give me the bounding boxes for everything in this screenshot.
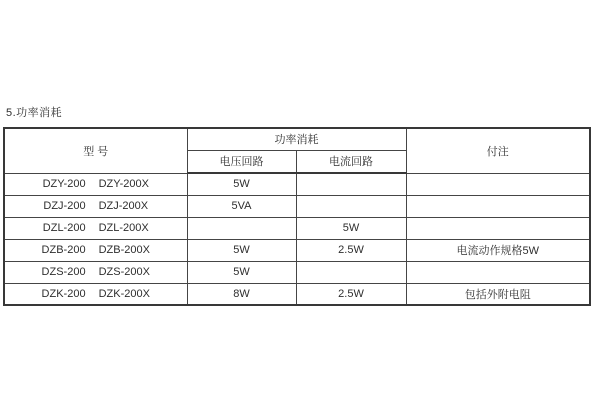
model-name: DZJ-200 xyxy=(43,200,86,212)
model-name-x: DZB-200X xyxy=(98,244,150,256)
note-cell: 包括外附电阻 xyxy=(406,283,590,305)
table-row-dzl xyxy=(4,217,590,239)
header-model: 型 号 xyxy=(4,128,187,173)
note-cell xyxy=(406,195,590,217)
table-row-dzy xyxy=(4,173,590,195)
model-name-x: DZK-200X xyxy=(98,287,150,300)
table-header-row-1 xyxy=(4,128,590,150)
voltage-cell: 5W xyxy=(187,261,296,283)
note-cell: 电流动作规格5W xyxy=(406,239,590,261)
model-cell xyxy=(4,173,187,195)
model-name-x: DZS-200X xyxy=(98,266,150,278)
voltage-cell xyxy=(187,217,296,239)
current-cell xyxy=(296,195,406,217)
model-name: DZL-200 xyxy=(42,222,86,234)
model-cell xyxy=(4,217,187,239)
model-name: DZB-200 xyxy=(41,244,86,256)
model-name: DZY-200 xyxy=(42,178,86,190)
model-cell xyxy=(4,239,187,261)
note-cell xyxy=(406,173,590,195)
model-name-x: DZL-200X xyxy=(98,222,149,234)
header-power-group: 功率消耗 xyxy=(187,128,406,150)
model-name-x: DZY-200X xyxy=(98,178,149,190)
model-cell xyxy=(4,195,187,217)
table-row-dzj xyxy=(4,195,590,217)
model-name-x: DZJ-200X xyxy=(98,200,149,212)
header-notes: 付注 xyxy=(406,128,590,173)
voltage-cell: 5W xyxy=(187,239,296,261)
current-cell: 5W xyxy=(296,217,406,239)
note-cell xyxy=(406,217,590,239)
model-cell xyxy=(4,261,187,283)
note-cell xyxy=(406,261,590,283)
voltage-cell: 8W xyxy=(187,283,296,305)
model-name: DZS-200 xyxy=(41,266,86,278)
power-consumption-table xyxy=(3,127,591,306)
current-cell: 2.5W xyxy=(296,239,406,261)
header-current-circuit: 电流回路 xyxy=(296,150,406,173)
header-voltage-circuit: 电压回路 xyxy=(187,150,296,173)
model-cell xyxy=(4,283,187,305)
voltage-cell: 5W xyxy=(187,173,296,195)
current-cell: 2.5W xyxy=(296,283,406,305)
table-row-dzs xyxy=(4,261,590,283)
current-cell xyxy=(296,173,406,195)
current-cell xyxy=(296,261,406,283)
model-name: DZK-200 xyxy=(41,287,86,300)
table-row-dzb xyxy=(4,239,590,261)
voltage-cell: 5VA xyxy=(187,195,296,217)
table-row-dzk xyxy=(4,283,590,305)
page-title: 5.功率消耗 xyxy=(6,107,63,119)
